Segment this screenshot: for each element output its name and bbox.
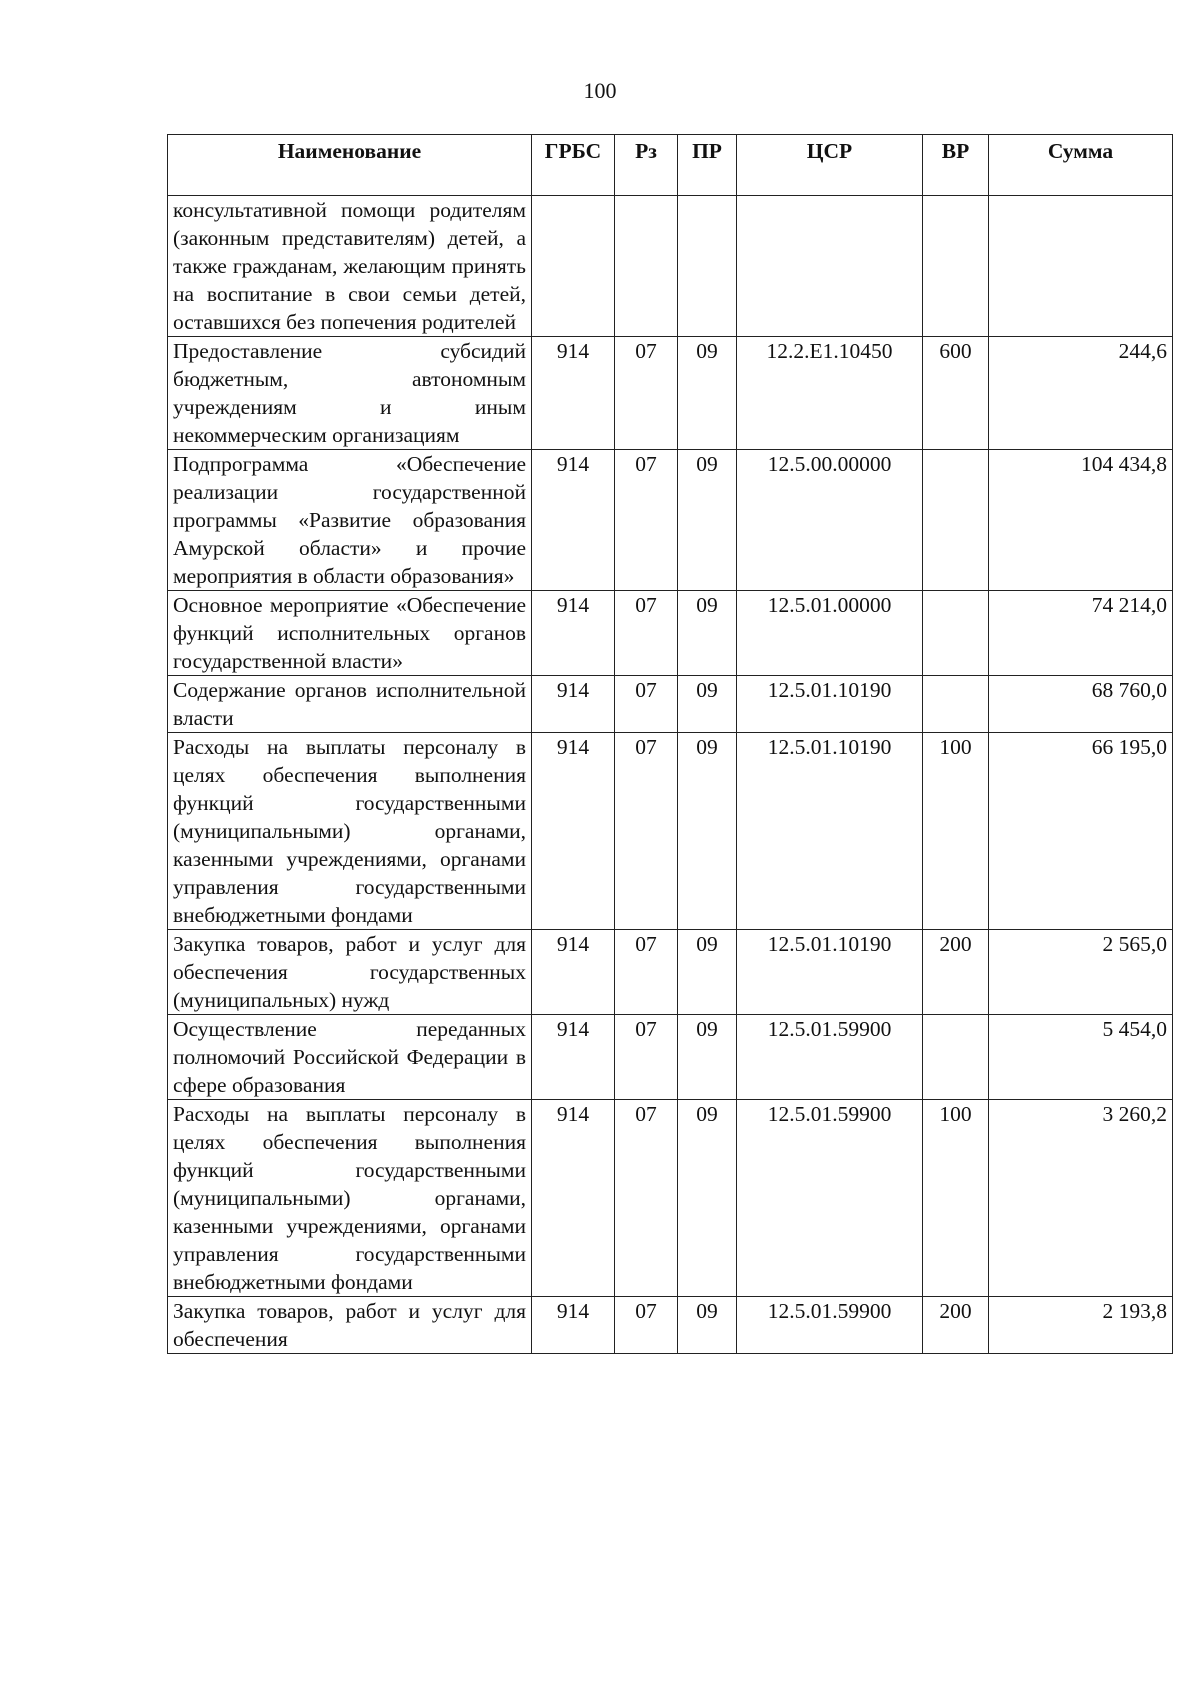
cell-rz: 07	[615, 1015, 678, 1100]
table-row	[168, 1297, 1173, 1354]
table-row	[168, 591, 1173, 676]
cell-rz: 07	[615, 337, 678, 450]
cell-name: Закупка товаров, работ и услуг для обеспечения	[168, 1297, 532, 1354]
cell-csr: 12.5.01.00000	[737, 591, 923, 676]
cell-rz: 07	[615, 930, 678, 1015]
header-pr: ПР	[678, 135, 737, 196]
table-row	[168, 450, 1173, 591]
cell-vr: 200	[923, 1297, 989, 1354]
cell-pr: 09	[678, 450, 737, 591]
cell-grbs: 914	[532, 733, 615, 930]
cell-name: Основное мероприятие «Обеспечение функций исполнительных органов государственной власти»	[168, 591, 532, 676]
table-row	[168, 1015, 1173, 1100]
cell-name: Осуществление переданных полномочий Российской Федерации в сфере образования	[168, 1015, 532, 1100]
cell-grbs	[532, 196, 615, 337]
header-name: Наименование	[168, 135, 532, 196]
cell-csr	[737, 196, 923, 337]
table-row	[168, 930, 1173, 1015]
cell-name: Предоставление субсидий бюджетным, автономным учреждениям и иным некоммерческим организациям	[168, 337, 532, 450]
cell-sum: 104 434,8	[989, 450, 1173, 591]
cell-name: Расходы на выплаты персоналу в целях обеспечения выполнения функций государственными (муниципальными) органами, казенными учреждениями, органами управления государственными внебюджетными фондами	[168, 733, 532, 930]
cell-vr: 100	[923, 733, 989, 930]
cell-rz: 07	[615, 733, 678, 930]
cell-vr	[923, 676, 989, 733]
cell-grbs: 914	[532, 450, 615, 591]
cell-vr	[923, 1015, 989, 1100]
cell-rz: 07	[615, 591, 678, 676]
header-grbs: ГРБС	[532, 135, 615, 196]
cell-csr: 12.5.01.10190	[737, 733, 923, 930]
cell-pr: 09	[678, 733, 737, 930]
cell-sum: 3 260,2	[989, 1100, 1173, 1297]
cell-grbs: 914	[532, 676, 615, 733]
cell-sum	[989, 196, 1173, 337]
cell-rz: 07	[615, 676, 678, 733]
cell-csr: 12.5.01.59900	[737, 1297, 923, 1354]
cell-vr: 200	[923, 930, 989, 1015]
cell-sum: 2 565,0	[989, 930, 1173, 1015]
cell-csr: 12.5.01.59900	[737, 1015, 923, 1100]
cell-grbs: 914	[532, 337, 615, 450]
cell-name: Закупка товаров, работ и услуг для обеспечения государственных (муниципальных) нужд	[168, 930, 532, 1015]
cell-sum: 5 454,0	[989, 1015, 1173, 1100]
cell-pr: 09	[678, 1297, 737, 1354]
cell-rz: 07	[615, 1297, 678, 1354]
cell-pr: 09	[678, 930, 737, 1015]
cell-sum: 244,6	[989, 337, 1173, 450]
cell-rz	[615, 196, 678, 337]
cell-name: консультативной помощи родителям (законным представителям) детей, а также гражданам, желающим принять на воспитание в свои семьи детей, оставшихся без попечения родителей	[168, 196, 532, 337]
cell-grbs: 914	[532, 930, 615, 1015]
cell-rz: 07	[615, 1100, 678, 1297]
cell-name: Содержание органов исполнительной власти	[168, 676, 532, 733]
header-sum: Сумма	[989, 135, 1173, 196]
table-row	[168, 1100, 1173, 1297]
cell-rz: 07	[615, 450, 678, 591]
table-header-row	[168, 135, 1173, 196]
header-rz: Рз	[615, 135, 678, 196]
cell-sum: 2 193,8	[989, 1297, 1173, 1354]
cell-csr: 12.5.00.00000	[737, 450, 923, 591]
cell-csr: 12.5.01.59900	[737, 1100, 923, 1297]
table-row	[168, 196, 1173, 337]
cell-sum: 66 195,0	[989, 733, 1173, 930]
cell-pr: 09	[678, 591, 737, 676]
table-row	[168, 676, 1173, 733]
header-csr: ЦСР	[737, 135, 923, 196]
cell-vr	[923, 450, 989, 591]
table-row	[168, 733, 1173, 930]
cell-grbs: 914	[532, 1297, 615, 1354]
cell-grbs: 914	[532, 1100, 615, 1297]
cell-vr: 100	[923, 1100, 989, 1297]
cell-pr: 09	[678, 1100, 737, 1297]
header-vr: ВР	[923, 135, 989, 196]
cell-csr: 12.5.01.10190	[737, 930, 923, 1015]
cell-pr: 09	[678, 337, 737, 450]
cell-pr	[678, 196, 737, 337]
cell-vr	[923, 196, 989, 337]
page-number: 100	[583, 78, 617, 103]
cell-grbs: 914	[532, 591, 615, 676]
cell-sum: 68 760,0	[989, 676, 1173, 733]
table-row	[168, 337, 1173, 450]
cell-grbs: 914	[532, 1015, 615, 1100]
cell-sum: 74 214,0	[989, 591, 1173, 676]
cell-name: Подпрограмма «Обеспечение реализации государственной программы «Развитие образования Амурской области» и прочие мероприятия в области образования»	[168, 450, 532, 591]
cell-pr: 09	[678, 1015, 737, 1100]
cell-csr: 12.2.Е1.10450	[737, 337, 923, 450]
cell-name: Расходы на выплаты персоналу в целях обеспечения выполнения функций государственными (муниципальными) органами, казенными учреждениями, органами управления государственными внебюджетными фондами	[168, 1100, 532, 1297]
budget-table	[167, 134, 1173, 1354]
cell-vr	[923, 591, 989, 676]
cell-csr: 12.5.01.10190	[737, 676, 923, 733]
cell-vr: 600	[923, 337, 989, 450]
cell-pr: 09	[678, 676, 737, 733]
